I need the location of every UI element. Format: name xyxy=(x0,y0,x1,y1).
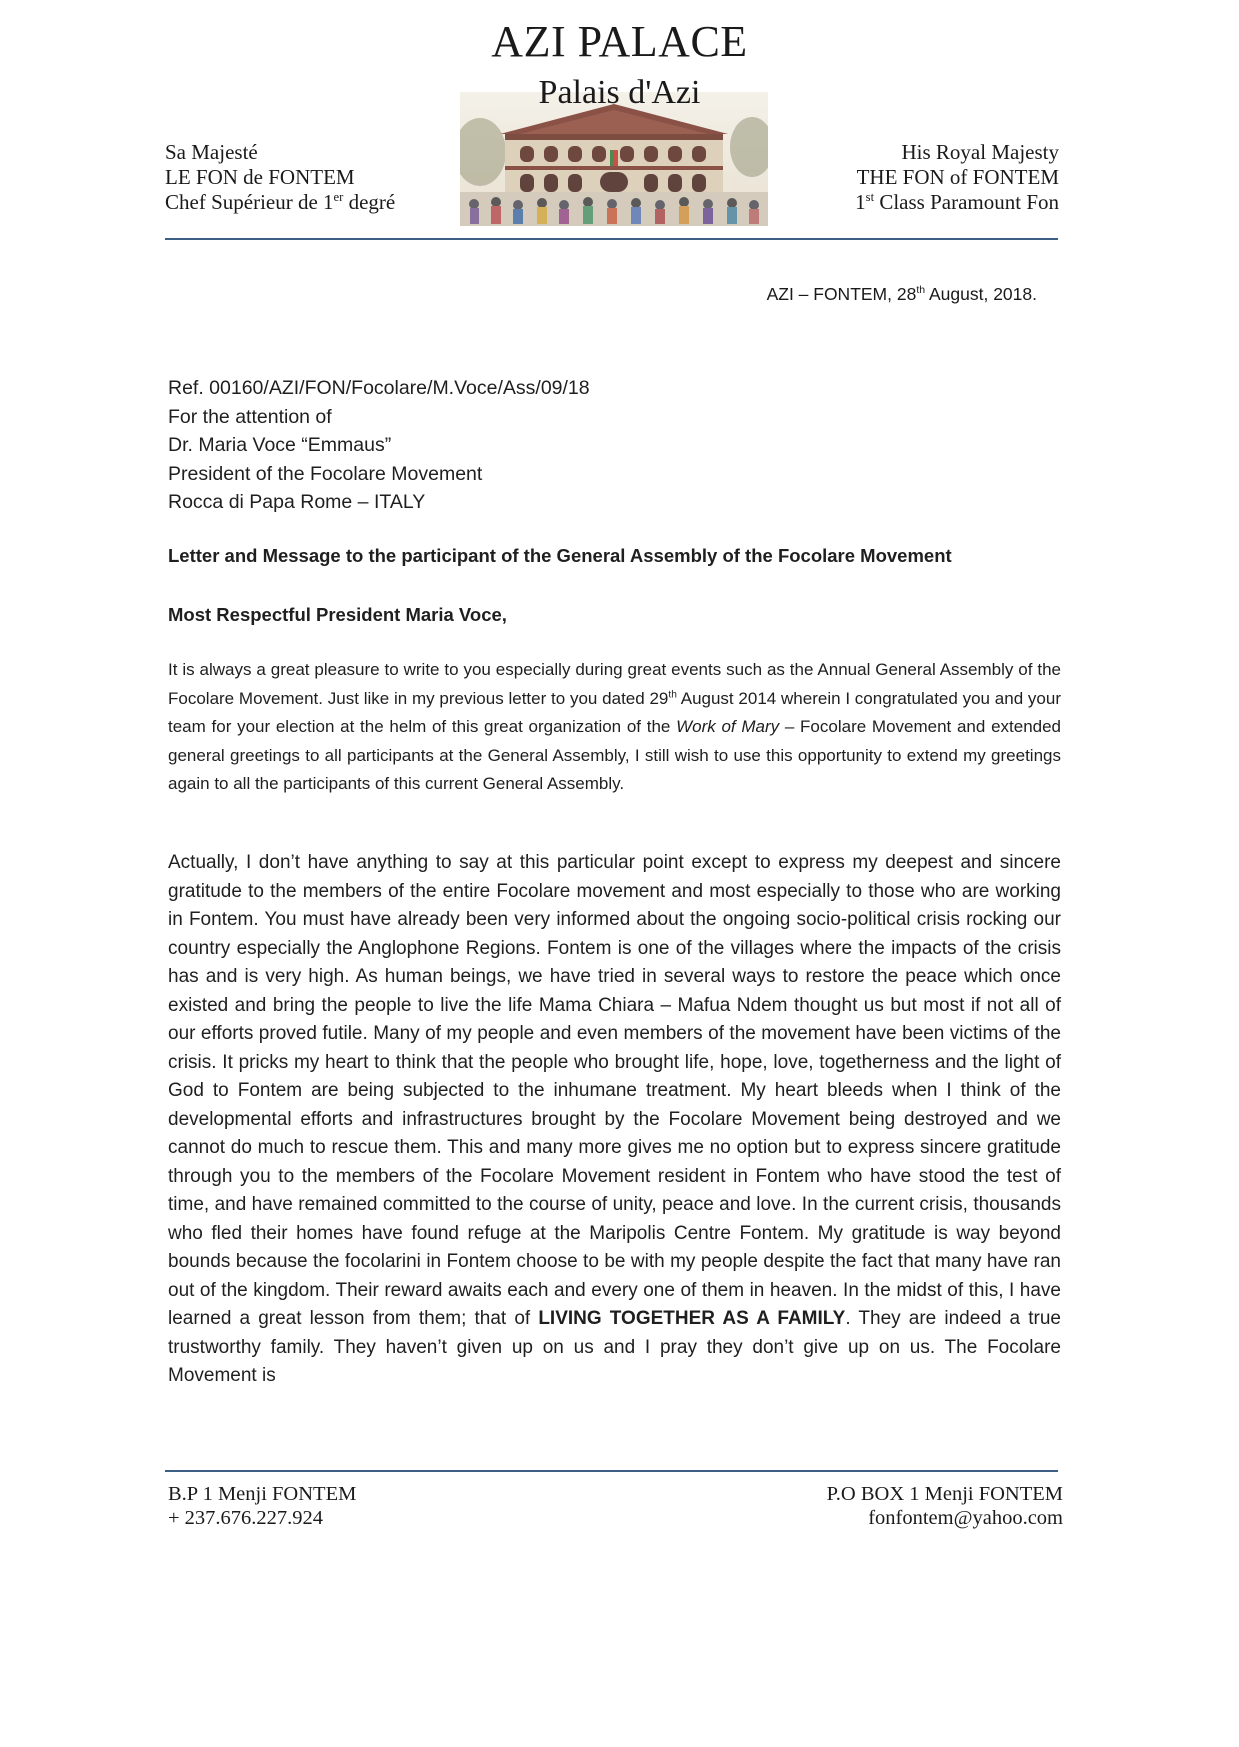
footer-postal-fr: B.P 1 Menji FONTEM xyxy=(168,1483,357,1505)
recipient-block xyxy=(168,374,590,517)
left-line-1: Sa Majesté xyxy=(165,140,258,164)
body-paragraph-2: Actually, I don’t have anything to say at this particular point except to express my deepest and sincere gratitude to the members of the entire Focolare movement and most especially to those who are working in Fontem. You must have already been very informed about the ongoing socio-political crisis rocking our country especially the Anglophone Regions. Fontem is one of the villages where the impacts of the crisis has and is very high. As human beings, we have tried in several ways to restore the peace which once existed and bring the people to live the life Mama Chiara – Mafua Ndem thought us but most if not all of our efforts proved futile. Many of my people and even members of the movement have been victims of the crisis. It pricks my heart to think that the people who brought life, hope, love, togetherness and the light of God to Fontem are being subjected to the inhumane treatment. My heart bleeds when I think of the developmental efforts and infrastructures brought by the Focolare Movement being destroyed and we cannot do much to rescue them. This and many more gives me no option but to express sincere gratitude through you to the members of the Focolare Movement resident in Fontem who have stood the test of time, and have remained committed to the course of unity, peace and love. In the current crisis, thousands who fled their homes have found refuge at the Maripolis Centre Fontem. My gratitude is way beyond bounds because the focolarini in Fontem choose to be with my people despite the fact that many have ran out of the kingdom. Their reward awaits each and every one of them in heaven. In the midst of this, I have learned a great lesson from them; that of LIVING TOGETHER AS A FAMILY. They are indeed a true trustworthy family. They haven’t given up on us and I pray they don’t give up on us. The Focolare Movement is xyxy=(168,852,1061,1386)
left-line-2: LE FON de FONTEM xyxy=(165,165,355,189)
header-divider xyxy=(165,238,1058,240)
footer-right xyxy=(827,1482,1063,1530)
footer-postal-en: P.O BOX 1 Menji FONTEM xyxy=(826,1483,1063,1505)
palace-photo xyxy=(460,92,768,226)
letterhead-right-block xyxy=(855,140,1059,215)
right-line-1: His Royal Majesty xyxy=(901,140,1059,164)
letter-subject: Letter and Message to the participant of the General Assembly of the Focolare Movement xyxy=(168,545,952,566)
letter-date: AZI – FONTEM, 28th August, 2018. xyxy=(766,284,1037,304)
footer-divider xyxy=(165,1470,1058,1472)
letterhead-title: AZI PALACE xyxy=(491,17,748,66)
recipient-role: President of the Focolare Movement xyxy=(168,462,483,485)
footer-email[interactable]: fonfontem@yahoo.com xyxy=(868,1507,1063,1529)
attention-line: For the attention of xyxy=(168,405,332,428)
footer-phone: + 237.676.227.924 xyxy=(168,1507,324,1529)
recipient-location: Rocca di Papa Rome – ITALY xyxy=(168,491,426,513)
reference-number: Ref. 00160/AZI/FON/Focolare/M.Voce/Ass/09/18 xyxy=(168,377,590,399)
right-line-2: THE FON of FONTEM xyxy=(856,165,1059,189)
right-line-3: 1st Class Paramount Fon xyxy=(855,190,1059,214)
salutation: Most Respectful President Maria Voce, xyxy=(168,604,507,625)
recipient-name: Dr. Maria Voce “Emmaus” xyxy=(168,434,392,456)
left-line-3: Chef Supérieur de 1er degré xyxy=(165,190,396,214)
letterhead-left-block xyxy=(165,140,395,215)
footer-left xyxy=(168,1482,356,1530)
body-paragraph-1: It is always a great pleasure to write to you especially during great events such as the Annual General Assembly of the Focolare Movement. Just like in my previous letter to you dated 29th August 2014 wherein I congratulated you and your team for your election at the helm of this great organization of the Work of Mary – Focolare Movement and extended general greetings to all participants at the General Assembly, I still wish to use this opportunity to extend my greetings again to all the participants of this current General Assembly. xyxy=(168,660,1062,793)
letterhead-subtitle: Palais d'Azi xyxy=(538,74,701,111)
